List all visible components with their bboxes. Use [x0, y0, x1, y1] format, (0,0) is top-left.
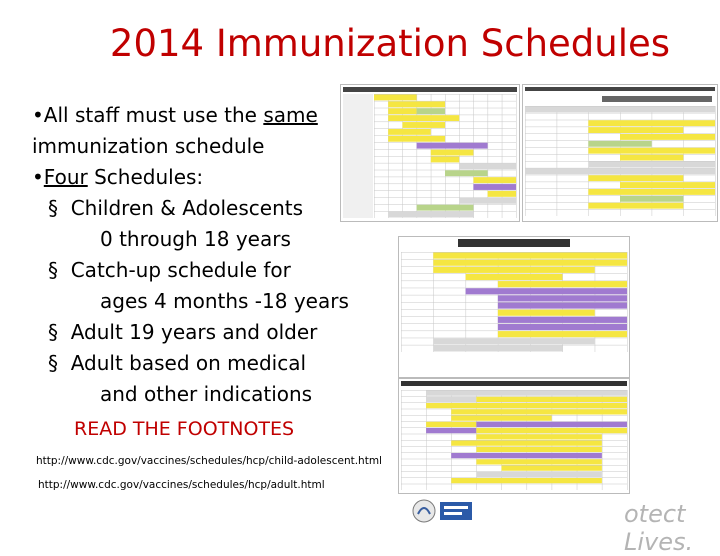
grid-line — [627, 252, 628, 352]
schedule-cell — [426, 428, 476, 433]
child-schedule-link[interactable]: http://www.cdc.gov/vaccines/schedules/hcp/child-adolescent.html — [36, 455, 382, 467]
schedule-cell — [431, 157, 459, 163]
schedule-cell — [426, 403, 627, 408]
schedule-cell — [476, 428, 627, 433]
medical-schedule-thumbnail — [398, 378, 630, 494]
grid-line — [401, 309, 627, 310]
grid-line — [401, 465, 627, 466]
sub-bullet-adult — [32, 317, 352, 348]
schedule-cell — [498, 324, 627, 330]
catchup-schedule-thumbnail — [398, 236, 630, 378]
grid-line — [401, 345, 627, 346]
schedule-cell — [525, 168, 715, 174]
sub-bullet-text: Children & Adolescents — [70, 196, 304, 220]
schedule-cell — [388, 136, 445, 142]
grid-line — [401, 484, 627, 485]
schedule-cell — [388, 101, 445, 107]
sub-bullet-line: 0 through 18 years — [100, 227, 291, 251]
schedule-cell — [476, 459, 602, 464]
adult-schedule-thumbnail — [522, 84, 718, 222]
schedule-cell — [431, 150, 474, 156]
schedule-cell — [476, 472, 602, 477]
schedule-cell — [433, 338, 594, 344]
grid-line — [401, 446, 627, 447]
schedule-cell — [445, 170, 488, 176]
schedule-cell — [620, 196, 683, 202]
schedule-cell — [466, 274, 563, 280]
schedule-cell — [476, 422, 627, 427]
grid-line — [401, 453, 627, 454]
grid-line — [401, 478, 627, 479]
schedule-cell — [388, 108, 416, 114]
schedule-cell — [588, 127, 683, 133]
grid-line — [401, 273, 627, 274]
schedule-cell — [374, 95, 417, 101]
bullet-text: Schedules: — [87, 165, 204, 189]
sub-bullet-marker: § — [48, 258, 58, 282]
adult-schedule-link[interactable]: http://www.cdc.gov/vaccines/schedules/hcp/adult.html — [38, 479, 325, 491]
grid-line — [401, 252, 627, 253]
grid-line — [445, 94, 446, 218]
sub-bullet-line: and other indications — [100, 382, 313, 406]
schedule-cell — [498, 303, 627, 309]
underlined-word: same — [263, 103, 318, 127]
slide-title: 2014 Immunization Schedules — [109, 22, 671, 65]
bullet-same-schedule — [32, 100, 352, 131]
schedule-cell — [451, 478, 602, 483]
grid-line — [401, 390, 402, 490]
schedule-cell — [426, 422, 476, 427]
grid-line — [401, 338, 627, 339]
bullet-list — [32, 100, 352, 410]
grid-line — [401, 428, 627, 429]
grid-line — [715, 106, 716, 216]
schedule-cell — [476, 397, 627, 402]
schedule-cell — [451, 441, 602, 446]
schedule-cell — [417, 108, 445, 114]
schedule-cell — [451, 416, 551, 421]
schedule-cell — [588, 162, 715, 168]
schedule-cell — [433, 260, 627, 266]
bullet-text: •All staff must use the — [32, 103, 264, 127]
grid-line — [401, 434, 627, 435]
schedule-cell — [426, 397, 476, 402]
bullet-line: immunization schedule — [32, 134, 265, 158]
sub-bullet-text: Adult based on medical — [70, 351, 307, 375]
schedule-cell — [620, 134, 715, 140]
schedule-cell — [588, 120, 715, 126]
grid-line — [401, 471, 627, 472]
grid-line — [401, 266, 627, 267]
schedule-cell — [588, 141, 651, 147]
schedule-cell — [459, 163, 516, 169]
schedule-cell — [498, 317, 627, 323]
schedule-cell — [525, 107, 715, 113]
sub-bullet-adult-medical — [32, 348, 352, 379]
underlined-word: Four — [43, 165, 88, 189]
schedule-cell — [488, 191, 516, 197]
sub-bullet-text: Catch-up schedule for — [70, 258, 291, 282]
schedule-cell — [426, 391, 627, 396]
schedule-cell — [473, 177, 516, 183]
schedule-cell — [466, 288, 627, 294]
schedule-cell — [620, 182, 715, 188]
grid-line — [401, 403, 627, 404]
schedule-cell — [498, 310, 595, 316]
child-schedule-thumbnail — [340, 84, 520, 222]
grid-line — [374, 94, 375, 218]
grid-line — [516, 94, 517, 218]
schedule-cell — [476, 434, 602, 439]
schedule-cell — [433, 345, 562, 351]
schedule-cell — [388, 129, 431, 135]
schedule-cell — [451, 453, 602, 458]
bullet-four-schedules — [32, 162, 352, 193]
bullet-marker: • — [32, 165, 44, 189]
schedule-cell — [388, 115, 459, 121]
schedule-cell — [501, 466, 601, 471]
grid-line — [557, 106, 558, 216]
schedule-cell — [433, 253, 627, 259]
grid-line — [401, 421, 627, 422]
grid-line — [401, 323, 627, 324]
schedule-cell — [417, 205, 474, 211]
grid-line — [401, 259, 627, 260]
schedule-cell — [498, 331, 627, 337]
grid-line — [401, 252, 402, 352]
schedule-cell — [433, 267, 594, 273]
schedule-cell — [417, 143, 488, 149]
sub-bullet-text: Adult 19 years and older — [70, 320, 318, 344]
sub-bullet-marker: § — [48, 320, 58, 344]
schedule-cell — [498, 281, 627, 287]
sub-bullet-children — [32, 193, 352, 224]
schedule-cell — [476, 447, 602, 452]
schedule-cell — [588, 175, 683, 181]
schedule-cell — [402, 122, 445, 128]
grid-line — [401, 440, 627, 441]
grid-line — [401, 288, 627, 289]
grid-line — [401, 295, 627, 296]
grid-line — [401, 331, 627, 332]
grid-line — [401, 459, 627, 460]
sub-bullet-marker: § — [48, 351, 58, 375]
schedule-cell — [498, 295, 627, 301]
schedule-cell — [451, 409, 526, 414]
schedule-cell — [588, 148, 715, 154]
grid-line — [401, 415, 627, 416]
schedule-cell — [527, 409, 627, 414]
schedule-cell — [588, 189, 715, 195]
grid-line — [401, 302, 627, 303]
sub-bullet-marker: § — [48, 196, 58, 220]
schedule-cell — [588, 203, 683, 209]
grid-line — [401, 316, 627, 317]
schedule-cell — [620, 155, 683, 161]
sub-bullet-catchup — [32, 255, 352, 286]
grid-line — [401, 409, 627, 410]
grid-line — [525, 106, 526, 216]
grid-line — [401, 396, 627, 397]
tagline-text: otect Lives. — [624, 500, 694, 556]
schedule-cell — [388, 212, 473, 218]
grid-line — [401, 390, 627, 391]
sub-bullet-line: ages 4 months -18 years — [100, 289, 349, 313]
grid-line — [627, 390, 628, 490]
hhs-cdc-logo — [410, 496, 480, 526]
footnote-callout: READ THE FOOTNOTES — [74, 418, 295, 440]
schedule-cell — [459, 198, 516, 204]
grid-line — [401, 281, 627, 282]
schedule-cell — [473, 184, 516, 190]
